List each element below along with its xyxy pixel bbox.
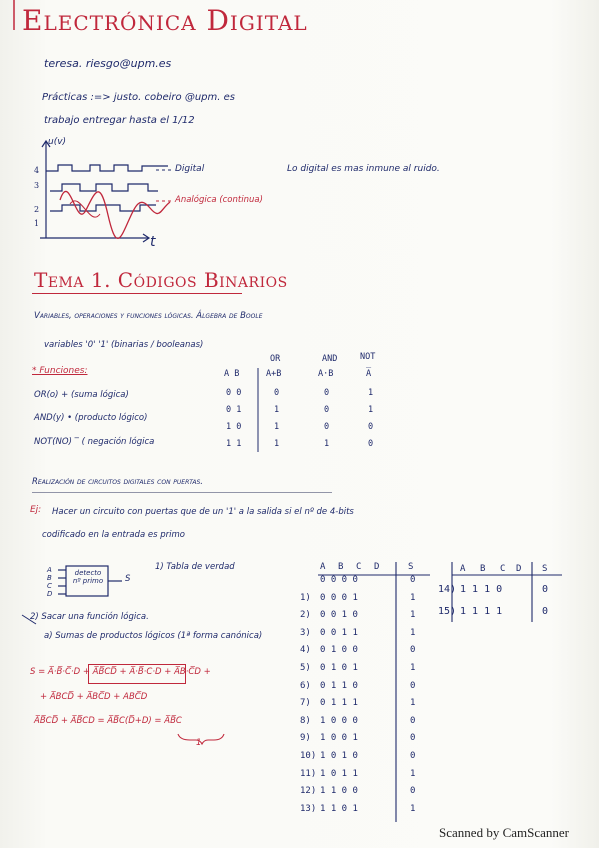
tt-r2-not: 0 (368, 422, 374, 432)
tt-r3-or: 1 (274, 439, 280, 449)
bt-row-num: 4) (300, 645, 311, 655)
bt-row-num: 13) (300, 804, 317, 814)
tt-r0-and: 0 (324, 388, 330, 398)
bt-row-s: 0 (410, 575, 416, 585)
bt-row-s: 1 (410, 769, 416, 779)
tt-r3-ab: 1 1 (226, 439, 242, 449)
bt-row-s: 1 (410, 804, 416, 814)
email-line: teresa. riesgo@upm.es (44, 57, 172, 70)
signal-graph (40, 141, 168, 242)
bt-row-s: 0 (410, 716, 416, 726)
bt-row-num: 3) (300, 628, 311, 638)
st-header-a: A (460, 564, 466, 574)
bt-row-s: 0 (410, 733, 416, 743)
practicas-line: Prácticas :=> justo. cobeiro @upm. es (42, 92, 235, 103)
bt-row-bits: 0 0 0 0 (320, 575, 358, 585)
bt-row-s: 1 (410, 663, 416, 673)
ej-text: Hacer un circuito con puertas que de un '1' a la salida si el nº de 4-bits (52, 507, 354, 517)
bt-row-bits: 0 1 1 0 (320, 681, 358, 691)
bt-row-bits: 1 1 0 1 (320, 804, 358, 814)
th-or-expr: A+B (266, 369, 282, 379)
tt-r1-and: 0 (324, 405, 330, 415)
tt-r2-or: 1 (274, 422, 280, 432)
th-not-expr: A̅ (366, 369, 372, 379)
block-inputs: A B C D (47, 566, 53, 598)
bt-row-num: 5) (300, 663, 311, 673)
bt-header-s: S (408, 562, 414, 572)
svg-text:2: 2 (34, 205, 40, 214)
bt-row-s: 0 (410, 751, 416, 761)
bt-row-num: 12) (300, 786, 317, 796)
st-header-b: B (480, 564, 486, 574)
bt-row-bits: 1 1 0 0 (320, 786, 358, 796)
tema-underline (32, 293, 242, 294)
equation-2: + A̅BCD̅ + A̅BC̅D + ABC̅D (40, 692, 148, 702)
equation-3: A̅B̅CD̅ + A̅B̅CD = A̅B̅C(D̅+D) = A̅B̅C (34, 716, 182, 726)
step-2: 2) Sacar una función lógica. (30, 612, 149, 622)
graph-axis-label: u(v) (48, 137, 67, 147)
st-row-s: 0 (542, 584, 549, 595)
graph-digital-label: Digital (175, 164, 205, 174)
bt-row-bits: 1 0 0 1 (320, 733, 358, 743)
st-row-bits: 1 1 1 0 (460, 584, 503, 595)
function-and: AND(y) • (producto lógico) (34, 413, 148, 423)
bt-row-bits: 0 1 1 1 (320, 698, 358, 708)
subtitle: Variables, operaciones y funciones lógicas. Álgebra de Boole (34, 311, 263, 321)
bt-header-b: B (338, 562, 344, 572)
graph-analog-label: Analógica (continua) (175, 195, 263, 205)
bt-row-s: 0 (410, 645, 416, 655)
th-and: AND (322, 354, 338, 364)
bt-row-bits: 1 0 1 0 (320, 751, 358, 761)
bt-header-c: C (356, 562, 362, 572)
bt-row-bits: 0 0 1 1 (320, 628, 358, 638)
tt-r0-or: 0 (274, 388, 280, 398)
tema-title: Tema 1. Códigos Binarios (34, 268, 288, 292)
bt-row-num: 8) (300, 716, 311, 726)
funciones-label: * Funciones: (32, 366, 88, 376)
bt-row-bits: 1 0 1 1 (320, 769, 358, 779)
st-header-c: C (500, 564, 506, 574)
bt-row-num: 1) (300, 593, 311, 603)
st-row-s: 0 (542, 606, 549, 617)
tt-r2-and: 0 (324, 422, 330, 432)
tt-r3-and: 1 (324, 439, 330, 449)
svg-text:1: 1 (34, 219, 40, 228)
scanner-footer: Scanned by CamScanner (439, 825, 569, 840)
bt-row-num: 10) (300, 751, 317, 761)
st-row-num: 15) (438, 606, 457, 617)
trabajo-line: trabajo entregar hasta el 1/12 (44, 115, 195, 126)
graph-note: Lo digital es mas inmune al ruido. (287, 164, 440, 174)
function-not: NOT(NO) ‾ ( negación lógica (34, 437, 155, 447)
bt-row-num: 6) (300, 681, 311, 691)
graph-t-label: t (150, 234, 156, 250)
bt-row-num: 2) (300, 610, 311, 620)
realizacion-heading: Realización de circuitos digitales con puertas. (32, 477, 203, 487)
tt-r0-not: 1 (368, 388, 374, 398)
block-output: S (125, 574, 131, 584)
realizacion-underline (32, 492, 332, 493)
tt-r3-not: 0 (368, 439, 374, 449)
svg-text:3: 3 (34, 181, 40, 190)
bt-row-num: 11) (300, 769, 317, 779)
step-1: 1) Tabla de verdad (155, 562, 235, 572)
bt-row-bits: 1 0 0 0 (320, 716, 358, 726)
bt-row-bits: 0 0 1 0 (320, 610, 358, 620)
st-row-bits: 1 1 1 1 (460, 606, 503, 617)
bt-row-s: 0 (410, 681, 416, 691)
st-header-d: D (516, 564, 522, 574)
bt-row-num: 9) (300, 733, 311, 743)
bt-row-bits: 0 0 0 1 (320, 593, 358, 603)
bt-row-s: 1 (410, 698, 416, 708)
bt-header-d: D (374, 562, 380, 572)
block-label: detecto nº primo (72, 569, 104, 585)
bt-row-s: 1 (410, 628, 416, 638)
bt-row-bits: 0 1 0 1 (320, 663, 358, 673)
equation-1: S = A̅·B̅·C̅·D + A̅B̅CD̅ + A̅·B̅·C·D + A̅B·C̅D + (30, 667, 211, 677)
bt-row-bits: 0 1 0 0 (320, 645, 358, 655)
tt-r1-or: 1 (274, 405, 280, 415)
bt-row-s: 1 (410, 610, 416, 620)
tt-r1-not: 1 (368, 405, 374, 415)
th-ab: A B (224, 369, 240, 379)
function-or: OR(o) + (suma lógica) (34, 390, 129, 400)
bt-row-s: 0 (410, 786, 416, 796)
tt-r0-ab: 0 0 (226, 388, 242, 398)
bt-row-num: 7) (300, 698, 311, 708)
st-row-num: 14) (438, 584, 457, 595)
ej-label: Ej: (30, 505, 42, 515)
variables-line: variables '0' '1' (binarias / booleanas) (44, 340, 204, 350)
th-not: NOT (360, 352, 376, 362)
bt-header-a: A (320, 562, 326, 572)
tt-r2-ab: 1 0 (226, 422, 242, 432)
ej-text-2: codificado en la entrada es primo (42, 530, 185, 540)
th-or: OR (270, 354, 281, 364)
step-2a: a) Sumas de productos lógicos (1ª forma canónica) (44, 631, 263, 641)
page-title: Electrónica Digital (22, 4, 308, 37)
svg-text:4: 4 (34, 166, 40, 175)
th-and-expr: A·B (318, 369, 334, 379)
bt-row-s: 1 (410, 593, 416, 603)
tt-r1-ab: 0 1 (226, 405, 242, 415)
equation-3-one: 1 (196, 738, 202, 748)
st-header-s: S (542, 564, 548, 574)
